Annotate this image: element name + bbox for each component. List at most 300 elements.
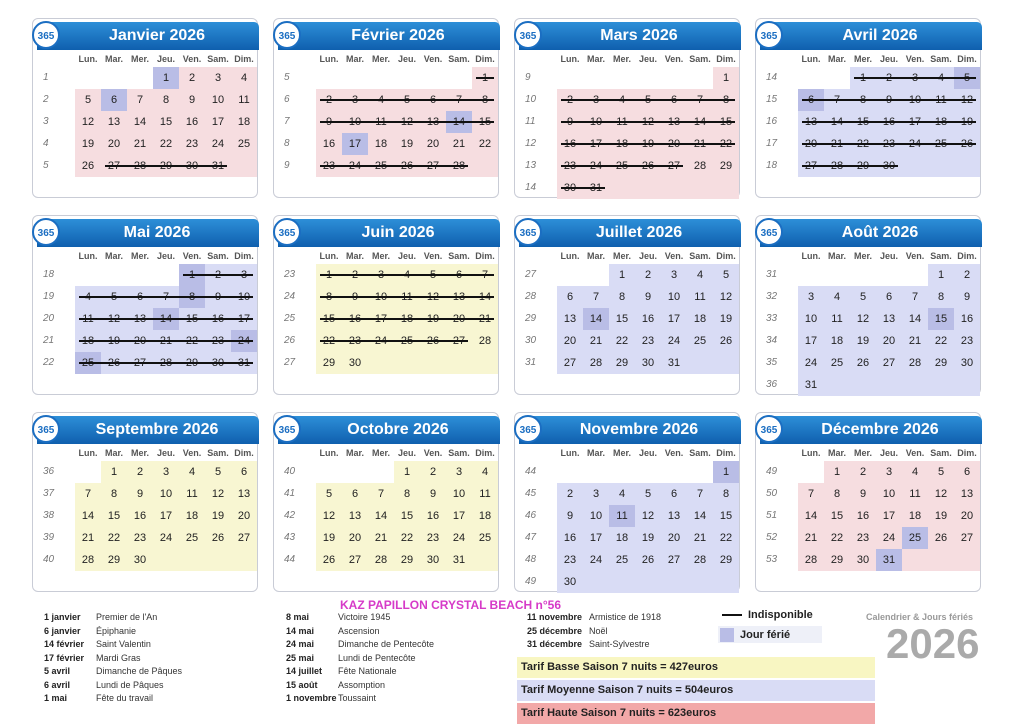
day-cell[interactable] — [583, 67, 609, 89]
day-cell[interactable]: 30 — [557, 571, 583, 593]
day-cell[interactable] — [609, 67, 635, 89]
day-cell[interactable]: 1 — [713, 461, 739, 483]
day-cell[interactable]: 25 — [609, 549, 635, 571]
day-cell[interactable]: 7 — [75, 483, 101, 505]
day-cell[interactable]: 21 — [368, 527, 394, 549]
day-cell[interactable]: 10 — [583, 505, 609, 527]
day-cell[interactable]: 24 — [153, 527, 179, 549]
day-cell[interactable]: 7 — [368, 483, 394, 505]
day-cell[interactable]: 3 — [876, 461, 902, 483]
day-cell[interactable]: 6 — [231, 461, 257, 483]
day-cell[interactable]: 19 — [316, 527, 342, 549]
day-cell[interactable]: 25 — [179, 527, 205, 549]
day-cell[interactable] — [687, 67, 713, 89]
day-cell[interactable]: 15 — [824, 505, 850, 527]
day-cell[interactable]: 13 — [101, 111, 127, 133]
day-cell[interactable]: 17 — [661, 308, 687, 330]
day-cell[interactable] — [687, 461, 713, 483]
day-cell[interactable] — [876, 264, 902, 286]
day-cell[interactable] — [661, 177, 687, 199]
day-cell[interactable]: 20 — [557, 330, 583, 352]
day-cell[interactable] — [583, 461, 609, 483]
day-cell[interactable]: 20 — [231, 505, 257, 527]
day-cell[interactable] — [557, 264, 583, 286]
day-cell[interactable]: 8 — [394, 483, 420, 505]
day-cell[interactable]: 18 — [231, 111, 257, 133]
day-cell[interactable] — [798, 461, 824, 483]
day-cell[interactable]: 27 — [342, 549, 368, 571]
day-cell[interactable] — [127, 67, 153, 89]
day-cell[interactable] — [928, 374, 954, 396]
day-cell[interactable]: 4 — [231, 67, 257, 89]
day-cell[interactable]: 2 — [954, 264, 980, 286]
day-cell[interactable]: 19 — [850, 330, 876, 352]
day-cell[interactable]: 22 — [928, 330, 954, 352]
day-cell[interactable] — [902, 264, 928, 286]
day-cell[interactable]: 28 — [368, 549, 394, 571]
day-cell[interactable] — [446, 352, 472, 374]
day-cell[interactable]: 4 — [179, 461, 205, 483]
day-cell[interactable]: 3 — [798, 286, 824, 308]
day-cell[interactable]: 14 — [798, 505, 824, 527]
day-cell[interactable] — [635, 571, 661, 593]
day-cell[interactable]: 1 — [609, 264, 635, 286]
day-cell[interactable]: 8 — [713, 483, 739, 505]
day-cell[interactable]: 28 — [472, 330, 498, 352]
day-cell[interactable]: 3 — [661, 264, 687, 286]
day-cell[interactable]: 15 — [153, 111, 179, 133]
day-cell[interactable]: 21 — [446, 133, 472, 155]
day-cell[interactable]: 10 — [661, 286, 687, 308]
day-cell[interactable]: 10 — [205, 89, 231, 111]
day-cell[interactable] — [954, 155, 980, 177]
day-cell[interactable] — [75, 461, 101, 483]
day-cell[interactable]: 8 — [609, 286, 635, 308]
day-cell[interactable] — [609, 177, 635, 199]
day-cell[interactable]: 2 — [635, 264, 661, 286]
day-cell[interactable] — [661, 461, 687, 483]
day-cell[interactable]: 26 — [850, 352, 876, 374]
day-cell[interactable]: 26 — [205, 527, 231, 549]
day-cell[interactable]: 16 — [635, 308, 661, 330]
day-cell[interactable]: 16 — [316, 133, 342, 155]
day-cell[interactable]: 16 — [179, 111, 205, 133]
day-cell[interactable]: 26 — [75, 155, 101, 177]
day-cell[interactable] — [342, 461, 368, 483]
day-cell[interactable]: 1 — [153, 67, 179, 89]
day-cell[interactable]: 18 — [687, 308, 713, 330]
day-cell[interactable]: 10 — [798, 308, 824, 330]
day-cell[interactable]: 29 — [394, 549, 420, 571]
day-cell[interactable] — [101, 264, 127, 286]
day-cell[interactable] — [687, 571, 713, 593]
day-cell[interactable]: 30 — [127, 549, 153, 571]
day-cell[interactable]: 11 — [179, 483, 205, 505]
day-cell[interactable]: 21 — [583, 330, 609, 352]
day-cell[interactable] — [101, 67, 127, 89]
day-cell[interactable] — [342, 67, 368, 89]
day-cell[interactable]: 26 — [928, 527, 954, 549]
day-cell[interactable] — [153, 264, 179, 286]
day-cell[interactable]: 9 — [557, 505, 583, 527]
day-cell[interactable]: 10 — [876, 483, 902, 505]
day-cell[interactable]: 11 — [609, 505, 635, 527]
day-cell[interactable]: 4 — [824, 286, 850, 308]
day-cell[interactable]: 3 — [446, 461, 472, 483]
day-cell[interactable]: 11 — [824, 308, 850, 330]
day-cell[interactable]: 24 — [205, 133, 231, 155]
day-cell[interactable]: 16 — [557, 527, 583, 549]
day-cell[interactable]: 20 — [661, 527, 687, 549]
day-cell[interactable]: 23 — [850, 527, 876, 549]
day-cell[interactable]: 7 — [902, 286, 928, 308]
day-cell[interactable] — [687, 177, 713, 199]
day-cell[interactable]: 23 — [420, 527, 446, 549]
day-cell[interactable] — [824, 264, 850, 286]
day-cell[interactable] — [635, 67, 661, 89]
day-cell[interactable]: 5 — [75, 89, 101, 111]
day-cell[interactable] — [635, 461, 661, 483]
day-cell[interactable]: 8 — [824, 483, 850, 505]
day-cell[interactable]: 24 — [876, 527, 902, 549]
day-cell[interactable]: 18 — [609, 527, 635, 549]
day-cell[interactable] — [179, 549, 205, 571]
day-cell[interactable] — [954, 374, 980, 396]
day-cell[interactable]: 29 — [316, 352, 342, 374]
day-cell[interactable]: 18 — [179, 505, 205, 527]
day-cell[interactable]: 24 — [661, 330, 687, 352]
day-cell[interactable]: 21 — [902, 330, 928, 352]
day-cell[interactable]: 14 — [75, 505, 101, 527]
day-cell[interactable]: 13 — [876, 308, 902, 330]
day-cell[interactable]: 29 — [928, 352, 954, 374]
day-cell[interactable]: 1 — [928, 264, 954, 286]
day-cell[interactable] — [850, 264, 876, 286]
day-cell[interactable]: 25 — [231, 133, 257, 155]
day-cell[interactable] — [661, 571, 687, 593]
day-cell[interactable] — [824, 67, 850, 89]
day-cell[interactable]: 24 — [583, 549, 609, 571]
day-cell[interactable]: 25 — [902, 527, 928, 549]
day-cell[interactable]: 12 — [635, 505, 661, 527]
day-cell[interactable]: 29 — [713, 155, 739, 177]
day-cell[interactable]: 9 — [954, 286, 980, 308]
day-cell[interactable]: 20 — [342, 527, 368, 549]
day-cell[interactable] — [713, 177, 739, 199]
day-cell[interactable]: 5 — [205, 461, 231, 483]
day-cell[interactable] — [316, 461, 342, 483]
day-cell[interactable]: 7 — [687, 483, 713, 505]
day-cell[interactable] — [153, 549, 179, 571]
day-cell[interactable]: 24 — [798, 352, 824, 374]
day-cell[interactable]: 14 — [368, 505, 394, 527]
day-cell[interactable]: 5 — [928, 461, 954, 483]
day-cell[interactable]: 22 — [472, 133, 498, 155]
day-cell[interactable]: 13 — [954, 483, 980, 505]
day-cell[interactable]: 25 — [687, 330, 713, 352]
day-cell[interactable]: 6 — [342, 483, 368, 505]
day-cell[interactable] — [557, 461, 583, 483]
day-cell[interactable]: 28 — [687, 549, 713, 571]
day-cell[interactable] — [609, 461, 635, 483]
day-cell[interactable]: 28 — [798, 549, 824, 571]
day-cell[interactable]: 12 — [850, 308, 876, 330]
day-cell[interactable]: 4 — [472, 461, 498, 483]
day-cell[interactable]: 30 — [342, 352, 368, 374]
day-cell[interactable]: 30 — [635, 352, 661, 374]
day-cell[interactable] — [368, 67, 394, 89]
day-cell[interactable]: 21 — [75, 527, 101, 549]
day-cell[interactable]: 17 — [446, 505, 472, 527]
holiday-row — [44, 665, 274, 679]
day-cell[interactable] — [316, 67, 342, 89]
day-cell[interactable]: 5 — [713, 264, 739, 286]
day-cell[interactable]: 7 — [583, 286, 609, 308]
day-cell[interactable] — [824, 374, 850, 396]
day-cell[interactable]: 17 — [798, 330, 824, 352]
day-cell[interactable]: 4 — [902, 461, 928, 483]
day-cell[interactable]: 18 — [368, 133, 394, 155]
day-cell[interactable]: 16 — [127, 505, 153, 527]
day-cell[interactable] — [446, 67, 472, 89]
day-cell[interactable]: 9 — [850, 483, 876, 505]
day-cell[interactable] — [368, 461, 394, 483]
day-cell[interactable]: 22 — [824, 527, 850, 549]
day-cell[interactable]: 11 — [687, 286, 713, 308]
day-cell[interactable] — [954, 549, 980, 571]
day-cell[interactable]: 17 — [876, 505, 902, 527]
day-cell[interactable]: 13 — [557, 308, 583, 330]
day-cell[interactable]: 9 — [179, 89, 205, 111]
day-cell[interactable] — [583, 264, 609, 286]
day-cell[interactable]: 11 — [231, 89, 257, 111]
day-cell[interactable]: 27 — [661, 549, 687, 571]
day-cell[interactable]: 25 — [824, 352, 850, 374]
day-cell[interactable]: 31 — [876, 549, 902, 571]
day-cell[interactable]: 1 — [713, 67, 739, 89]
day-cell[interactable] — [472, 549, 498, 571]
day-cell[interactable]: 7 — [798, 483, 824, 505]
day-cell[interactable]: 6 — [954, 461, 980, 483]
day-cell[interactable]: 16 — [954, 308, 980, 330]
day-cell[interactable]: 2 — [557, 483, 583, 505]
day-cell[interactable]: 7 — [127, 89, 153, 111]
day-cell[interactable]: 22 — [713, 527, 739, 549]
day-cell[interactable]: 2 — [127, 461, 153, 483]
day-cell[interactable]: 3 — [205, 67, 231, 89]
day-cell[interactable]: 14 — [583, 308, 609, 330]
day-cell[interactable]: 20 — [420, 133, 446, 155]
day-cell[interactable]: 8 — [153, 89, 179, 111]
day-cell[interactable]: 16 — [420, 505, 446, 527]
day-cell[interactable] — [231, 155, 257, 177]
day-cell[interactable]: 4 — [609, 483, 635, 505]
day-cell[interactable]: 29 — [101, 549, 127, 571]
day-cell[interactable]: 22 — [101, 527, 127, 549]
day-cell[interactable]: 19 — [635, 527, 661, 549]
day-cell[interactable] — [75, 67, 101, 89]
day-cell[interactable] — [713, 352, 739, 374]
day-cell[interactable]: 23 — [127, 527, 153, 549]
day-cell[interactable] — [557, 67, 583, 89]
day-cell[interactable]: 14 — [902, 308, 928, 330]
day-cell[interactable] — [583, 571, 609, 593]
day-cell[interactable] — [928, 549, 954, 571]
day-cell[interactable] — [687, 352, 713, 374]
day-cell[interactable]: 17 — [153, 505, 179, 527]
day-cell[interactable] — [231, 549, 257, 571]
day-cell[interactable]: 13 — [661, 505, 687, 527]
day-cell[interactable]: 26 — [316, 549, 342, 571]
day-cell[interactable]: 29 — [609, 352, 635, 374]
day-cell[interactable]: 21 — [687, 527, 713, 549]
day-cell[interactable] — [472, 352, 498, 374]
day-cell[interactable] — [420, 67, 446, 89]
day-cell[interactable]: 17 — [205, 111, 231, 133]
day-cell[interactable]: 20 — [876, 330, 902, 352]
day-cell[interactable]: 31 — [446, 549, 472, 571]
day-cell[interactable]: 28 — [75, 549, 101, 571]
day-cell[interactable]: 28 — [687, 155, 713, 177]
day-cell[interactable]: 16 — [850, 505, 876, 527]
day-cell[interactable]: 4 — [687, 264, 713, 286]
day-cell[interactable] — [472, 155, 498, 177]
day-cell[interactable]: 12 — [713, 286, 739, 308]
day-cell[interactable]: 19 — [75, 133, 101, 155]
day-cell[interactable]: 9 — [420, 483, 446, 505]
day-cell[interactable]: 13 — [342, 505, 368, 527]
day-cell[interactable] — [205, 549, 231, 571]
day-cell[interactable]: 26 — [635, 549, 661, 571]
day-cell[interactable]: 17 — [583, 527, 609, 549]
day-cell[interactable] — [661, 67, 687, 89]
day-cell[interactable]: 30 — [850, 549, 876, 571]
day-cell[interactable]: 6 — [557, 286, 583, 308]
day-cell[interactable]: 12 — [75, 111, 101, 133]
day-cell[interactable]: 13 — [231, 483, 257, 505]
day-cell[interactable]: 15 — [101, 505, 127, 527]
day-cell[interactable]: 10 — [446, 483, 472, 505]
day-cell[interactable]: 18 — [472, 505, 498, 527]
day-cell[interactable]: 12 — [928, 483, 954, 505]
day-cell[interactable]: 22 — [153, 133, 179, 155]
day-cell[interactable]: 5 — [635, 483, 661, 505]
day-cell[interactable]: 12 — [316, 505, 342, 527]
day-cell[interactable]: 15 — [609, 308, 635, 330]
day-cell[interactable]: 28 — [583, 352, 609, 374]
day-cell[interactable]: 21 — [127, 133, 153, 155]
day-cell[interactable]: 5 — [850, 286, 876, 308]
day-cell[interactable]: 2 — [179, 67, 205, 89]
day-cell[interactable]: 6 — [661, 483, 687, 505]
day-cell[interactable]: 2 — [420, 461, 446, 483]
day-cell[interactable]: 27 — [231, 527, 257, 549]
day-cell[interactable]: 11 — [902, 483, 928, 505]
day-cell[interactable]: 6 — [101, 89, 127, 111]
day-cell[interactable]: 23 — [635, 330, 661, 352]
day-cell[interactable]: 23 — [557, 549, 583, 571]
day-cell[interactable]: 2 — [850, 461, 876, 483]
day-cell[interactable]: 23 — [179, 133, 205, 155]
day-cell[interactable] — [394, 67, 420, 89]
day-cell[interactable] — [902, 155, 928, 177]
day-cell[interactable]: 19 — [713, 308, 739, 330]
day-cell[interactable]: 3 — [153, 461, 179, 483]
day-cell[interactable]: 24 — [446, 527, 472, 549]
day-cell[interactable] — [713, 571, 739, 593]
day-cell[interactable] — [420, 352, 446, 374]
day-cell[interactable]: 14 — [127, 111, 153, 133]
day-cell[interactable]: 20 — [101, 133, 127, 155]
day-cell[interactable]: 27 — [876, 352, 902, 374]
day-cell[interactable]: 23 — [954, 330, 980, 352]
day-cell[interactable]: 11 — [472, 483, 498, 505]
day-cell[interactable]: 12 — [205, 483, 231, 505]
day-cell[interactable]: 18 — [902, 505, 928, 527]
day-cell[interactable]: 14 — [687, 505, 713, 527]
day-cell[interactable]: 20 — [954, 505, 980, 527]
day-cell[interactable]: 25 — [472, 527, 498, 549]
day-cell[interactable]: 19 — [205, 505, 231, 527]
day-cell[interactable]: 28 — [902, 352, 928, 374]
day-cell[interactable]: 30 — [954, 352, 980, 374]
day-cell[interactable]: 19 — [394, 133, 420, 155]
day-cell[interactable]: 3 — [583, 483, 609, 505]
day-cell[interactable]: 31 — [661, 352, 687, 374]
day-cell[interactable]: 10 — [153, 483, 179, 505]
day-cell[interactable] — [798, 67, 824, 89]
day-cell[interactable] — [928, 155, 954, 177]
day-cell[interactable] — [368, 352, 394, 374]
day-cell[interactable]: 9 — [635, 286, 661, 308]
day-cell[interactable]: 1 — [824, 461, 850, 483]
day-cell[interactable]: 29 — [824, 549, 850, 571]
day-cell[interactable]: 30 — [420, 549, 446, 571]
day-cell[interactable] — [75, 264, 101, 286]
day-cell[interactable] — [876, 374, 902, 396]
day-cell[interactable]: 8 — [101, 483, 127, 505]
day-cell[interactable] — [635, 177, 661, 199]
day-cell[interactable] — [127, 264, 153, 286]
day-cell[interactable] — [609, 571, 635, 593]
day-cell[interactable] — [394, 352, 420, 374]
day-cell[interactable] — [902, 549, 928, 571]
day-cell[interactable]: 15 — [928, 308, 954, 330]
day-cell[interactable] — [902, 374, 928, 396]
day-cell[interactable]: 31 — [798, 374, 824, 396]
day-cell[interactable]: 27 — [557, 352, 583, 374]
day-cell[interactable] — [798, 264, 824, 286]
day-cell[interactable]: 5 — [316, 483, 342, 505]
day-cell[interactable]: 22 — [394, 527, 420, 549]
day-cell[interactable]: 21 — [798, 527, 824, 549]
day-cell[interactable]: 27 — [954, 527, 980, 549]
day-cell[interactable]: 17 — [342, 133, 368, 155]
day-cell[interactable]: 6 — [876, 286, 902, 308]
day-cell[interactable]: 19 — [928, 505, 954, 527]
day-cell[interactable]: 15 — [713, 505, 739, 527]
day-cell[interactable]: 18 — [824, 330, 850, 352]
day-cell[interactable]: 1 — [101, 461, 127, 483]
day-cell[interactable]: 29 — [713, 549, 739, 571]
day-cell[interactable] — [850, 374, 876, 396]
day-cell[interactable]: 15 — [394, 505, 420, 527]
day-cell[interactable]: 26 — [713, 330, 739, 352]
day-cell[interactable]: 22 — [609, 330, 635, 352]
day-cell[interactable]: 8 — [928, 286, 954, 308]
day-cell[interactable]: 9 — [127, 483, 153, 505]
day-cell[interactable]: 1 — [394, 461, 420, 483]
